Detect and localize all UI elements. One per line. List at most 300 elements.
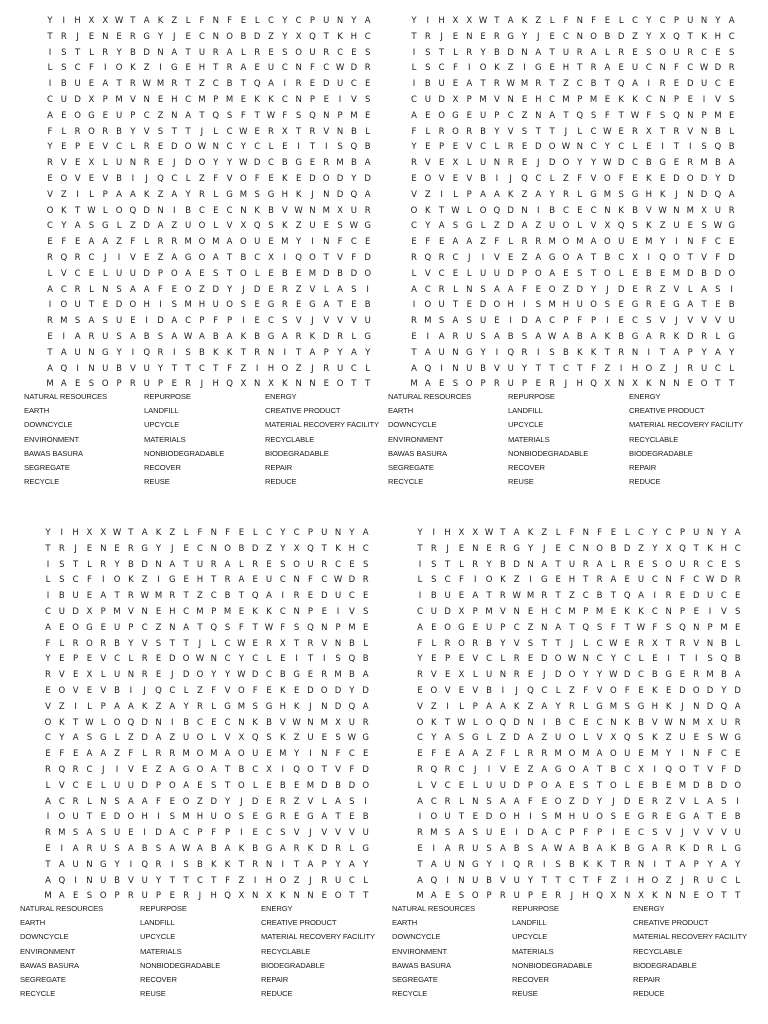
- grid-letter: S: [211, 780, 217, 791]
- grid-letter: E: [541, 796, 547, 807]
- grid-letter: A: [590, 237, 597, 248]
- grid-letter: I: [48, 79, 52, 90]
- grid-letter: I: [647, 252, 651, 263]
- grid-letter: I: [543, 859, 546, 870]
- grid-letter: C: [279, 606, 286, 617]
- grid-letter: V: [58, 780, 65, 791]
- grid-letter: A: [155, 733, 162, 744]
- grid-letter: K: [295, 189, 302, 200]
- grid-letter: C: [45, 733, 51, 744]
- grid-letter: A: [238, 575, 245, 586]
- grid-letter: L: [365, 126, 371, 137]
- grid-letter: S: [114, 843, 120, 854]
- grid-letter: N: [637, 859, 645, 870]
- grid-letter: V: [430, 780, 437, 791]
- grid-letter: A: [645, 331, 652, 342]
- grid-letter: N: [610, 717, 617, 728]
- grid-letter: S: [337, 221, 343, 232]
- grid-letter: E: [171, 379, 177, 390]
- grid-letter: Y: [351, 173, 357, 184]
- grid-letter: E: [431, 622, 437, 633]
- grid-letter: Z: [169, 733, 176, 744]
- grid-letter: H: [350, 31, 358, 42]
- grid-letter: U: [673, 47, 680, 58]
- grid-letter: X: [238, 891, 245, 902]
- grid-letter: J: [537, 31, 540, 42]
- grid-letter: W: [87, 205, 96, 216]
- grid-letter: X: [240, 379, 247, 390]
- grid-letter: A: [576, 252, 583, 263]
- grid-letter: Y: [721, 685, 727, 696]
- grid-letter: T: [693, 543, 699, 554]
- grid-letter: A: [480, 189, 486, 200]
- grid-letter: Z: [665, 796, 672, 807]
- grid-letter: C: [74, 63, 81, 74]
- grid-letter: E: [472, 622, 478, 633]
- grid-letter: H: [568, 575, 576, 586]
- grid-letter: S: [590, 110, 597, 121]
- grid-letter: A: [183, 622, 190, 633]
- grid-letter: O: [238, 749, 245, 760]
- grid-letter: L: [130, 142, 136, 153]
- grid-letter: K: [59, 717, 65, 728]
- grid-letter: X: [638, 764, 644, 775]
- grid-letter: N: [472, 543, 479, 554]
- grid-letter: A: [411, 110, 417, 121]
- grid-letter: X: [102, 16, 109, 26]
- grid-letter: A: [701, 284, 707, 295]
- grid-letter: R: [196, 701, 203, 712]
- grid-letter: D: [623, 543, 631, 554]
- grid-letter: R: [224, 575, 231, 586]
- grid-letter: F: [425, 237, 431, 248]
- grid-letter: D: [157, 316, 164, 327]
- grid-letter: Z: [157, 110, 164, 121]
- grid-row: [42, 731, 372, 747]
- grid-letter: H: [265, 875, 273, 886]
- grid-letter: I: [159, 63, 162, 74]
- grid-letter: E: [169, 891, 175, 902]
- grid-letter: R: [102, 126, 109, 137]
- grid-letter: J: [681, 701, 684, 712]
- grid-letter: B: [596, 591, 603, 602]
- grid-letter: C: [224, 717, 231, 728]
- grid-letter: X: [638, 891, 644, 902]
- grid-letter: E: [130, 316, 136, 327]
- grid-letter: O: [362, 780, 370, 791]
- grid-letter: T: [183, 559, 189, 570]
- grid-letter: A: [417, 796, 423, 807]
- grid-letter: G: [458, 622, 465, 633]
- grid-letter: O: [88, 126, 95, 137]
- grid-letter: S: [458, 891, 465, 902]
- grid-letter: C: [266, 528, 272, 538]
- grid-letter: U: [479, 268, 487, 279]
- grid-letter: J: [200, 379, 204, 390]
- grid-letter: L: [480, 221, 486, 232]
- grid-letter: Y: [590, 284, 597, 295]
- grid-letter: L: [687, 284, 693, 295]
- grid-letter: M: [184, 300, 192, 311]
- grid-letter: V: [143, 126, 150, 137]
- grid-letter: M: [196, 606, 204, 617]
- grid-letter: I: [117, 252, 121, 263]
- grid-letter: D: [322, 331, 330, 342]
- grid-letter: E: [157, 142, 164, 153]
- grid-letter: F: [213, 173, 219, 184]
- grid-letter: E: [365, 237, 371, 248]
- word-list-item: REDUCE: [633, 989, 665, 999]
- grid-row: [408, 235, 738, 251]
- grid-letter: M: [320, 717, 328, 728]
- grid-row: [408, 251, 738, 267]
- word-list-item: REPAIR: [629, 463, 657, 473]
- grid-letter: D: [141, 717, 148, 728]
- grid-letter: L: [211, 638, 217, 649]
- grid-letter: R: [665, 843, 672, 854]
- grid-letter: E: [45, 843, 51, 854]
- grid-letter: O: [238, 685, 245, 696]
- grid-letter: G: [362, 733, 369, 744]
- grid-letter: Q: [307, 622, 314, 633]
- grid-letter: Q: [679, 543, 686, 554]
- letter-grid: [408, 14, 738, 390]
- grid-letter: A: [521, 221, 528, 232]
- grid-letter: U: [102, 363, 109, 374]
- grid-letter: C: [480, 142, 487, 153]
- word-list-item: CREATIVE PRODUCT: [629, 406, 705, 416]
- grid-letter: E: [452, 79, 459, 90]
- grid-letter: N: [169, 622, 176, 633]
- grid-letter: I: [309, 749, 312, 760]
- grid-letter: S: [61, 47, 67, 58]
- grid-letter: F: [624, 685, 630, 696]
- grid-letter: P: [114, 891, 120, 902]
- grid-letter: S: [349, 796, 355, 807]
- word-list-item: NONBIODEGRADABLE: [140, 960, 221, 970]
- grid-letter: Y: [583, 670, 589, 681]
- grid-letter: S: [604, 300, 611, 311]
- grid-letter: B: [513, 843, 520, 854]
- grid-letter: B: [590, 79, 597, 90]
- grid-letter: L: [241, 47, 246, 58]
- grid-row: [408, 109, 738, 125]
- grid-letter: R: [268, 126, 274, 137]
- grid-letter: Q: [582, 622, 590, 633]
- grid-letter: E: [309, 158, 316, 169]
- grid-letter: J: [675, 316, 678, 327]
- grid-letter: G: [541, 575, 548, 586]
- grid-letter: I: [173, 347, 176, 358]
- grid-letter: V: [129, 252, 136, 263]
- grid-letter: R: [86, 843, 93, 854]
- grid-letter: A: [171, 331, 178, 342]
- grid-letter: W: [239, 158, 248, 169]
- grid-letter: P: [693, 859, 699, 870]
- grid-row: [414, 858, 744, 874]
- grid-letter: I: [467, 63, 471, 74]
- grid-letter: B: [714, 126, 721, 137]
- grid-letter: A: [458, 828, 465, 839]
- grid-row: [42, 526, 372, 542]
- grid-letter: P: [323, 347, 329, 358]
- grid-letter: Q: [623, 733, 631, 744]
- grid-letter: X: [88, 94, 95, 105]
- grid-letter: Q: [127, 717, 135, 728]
- grid-letter: C: [254, 142, 261, 153]
- grid-letter: A: [507, 16, 514, 26]
- grid-letter: R: [734, 575, 741, 586]
- grid-letter: A: [129, 284, 136, 295]
- grid-letter: M: [154, 591, 163, 602]
- grid-letter: F: [158, 284, 163, 295]
- grid-letter: Y: [480, 347, 486, 358]
- grid-letter: D: [210, 796, 218, 807]
- word-list-item: EARTH: [392, 918, 418, 928]
- grid-letter: C: [224, 638, 231, 649]
- grid-letter: L: [102, 268, 108, 279]
- grid-letter: C: [728, 31, 735, 42]
- grid-letter: E: [321, 891, 327, 902]
- grid-row: [414, 605, 744, 621]
- grid-letter: T: [114, 591, 120, 602]
- grid-row: [44, 219, 374, 235]
- grid-letter: C: [335, 559, 342, 570]
- grid-row: [44, 109, 374, 125]
- grid-letter: R: [679, 638, 686, 649]
- grid-row: [44, 125, 374, 141]
- grid-letter: T: [596, 780, 603, 791]
- grid-letter: C: [268, 16, 274, 26]
- grid-letter: S: [254, 189, 260, 200]
- grid-row: [408, 330, 738, 346]
- grid-row: [42, 716, 372, 732]
- grid-letter: R: [58, 543, 65, 554]
- grid-letter: B: [728, 142, 735, 153]
- grid-letter: O: [424, 173, 432, 184]
- grid-letter: C: [714, 237, 721, 248]
- grid-letter: R: [198, 189, 205, 200]
- grid-letter: K: [266, 606, 272, 617]
- grid-letter: X: [86, 528, 93, 538]
- grid-letter: T: [687, 252, 693, 263]
- grid-letter: E: [721, 812, 727, 823]
- grid-letter: P: [701, 110, 707, 121]
- grid-letter: X: [452, 16, 459, 26]
- word-list-item: CREATIVE PRODUCT: [261, 918, 337, 928]
- grid-letter: W: [636, 622, 646, 633]
- grid-letter: B: [576, 331, 583, 342]
- grid-letter: I: [311, 237, 314, 248]
- grid-letter: J: [173, 158, 176, 169]
- grid-letter: B: [486, 685, 492, 696]
- grid-letter: E: [47, 237, 53, 248]
- grid-letter: N: [334, 638, 342, 649]
- grid-letter: Y: [596, 796, 603, 807]
- grid-letter: I: [523, 300, 526, 311]
- grid-letter: R: [362, 575, 369, 586]
- grid-letter: C: [266, 828, 272, 839]
- grid-letter: K: [212, 347, 219, 358]
- grid-letter: N: [521, 47, 528, 58]
- grid-letter: T: [590, 252, 597, 263]
- grid-letter: I: [688, 142, 692, 153]
- grid-letter: P: [309, 16, 315, 26]
- grid-letter: R: [444, 796, 451, 807]
- grid-letter: S: [157, 126, 164, 137]
- grid-letter: I: [131, 347, 135, 358]
- grid-letter: F: [679, 575, 685, 586]
- grid-row: [414, 810, 744, 826]
- grid-letter: Y: [707, 859, 713, 870]
- grid-letter: N: [321, 622, 328, 633]
- grid-letter: F: [597, 875, 602, 886]
- word-list-item: REDUCE: [629, 477, 661, 487]
- grid-letter: S: [169, 812, 176, 823]
- grid-letter: O: [334, 891, 342, 902]
- grid-letter: L: [729, 126, 735, 137]
- grid-letter: C: [266, 670, 272, 681]
- grid-letter: G: [293, 670, 300, 681]
- grid-letter: E: [444, 749, 451, 760]
- grid-letter: R: [183, 891, 190, 902]
- grid-letter: E: [142, 764, 148, 775]
- grid-letter: R: [169, 591, 176, 602]
- grid-letter: T: [323, 252, 329, 263]
- grid-letter: A: [364, 158, 371, 169]
- grid-letter: F: [349, 764, 355, 775]
- grid-letter: R: [493, 79, 500, 90]
- grid-letter: M: [706, 670, 714, 681]
- grid-letter: I: [730, 284, 733, 295]
- grid-letter: N: [452, 363, 459, 374]
- grid-letter: E: [417, 749, 423, 760]
- grid-letter: R: [527, 859, 534, 870]
- grid-letter: P: [521, 379, 528, 390]
- grid-row: [44, 251, 374, 267]
- grid-letter: O: [170, 268, 178, 279]
- grid-letter: E: [114, 543, 120, 554]
- grid-letter: J: [171, 670, 174, 681]
- grid-letter: D: [692, 780, 700, 791]
- grid-letter: S: [171, 300, 178, 311]
- grid-letter: Z: [638, 543, 644, 554]
- grid-letter: G: [507, 31, 514, 42]
- grid-letter: E: [735, 622, 741, 633]
- grid-letter: B: [734, 812, 741, 823]
- grid-letter: L: [494, 142, 500, 153]
- grid-letter: A: [47, 110, 53, 121]
- grid-letter: U: [438, 347, 445, 358]
- grid-letter: R: [212, 47, 219, 58]
- grid-row: [414, 842, 744, 858]
- grid-letter: P: [500, 622, 506, 633]
- grid-letter: O: [430, 685, 438, 696]
- grid-letter: N: [659, 94, 666, 105]
- grid-letter: S: [472, 828, 478, 839]
- word-list: [20, 902, 390, 1002]
- grid-letter: L: [411, 63, 417, 74]
- grid-letter: S: [541, 812, 548, 823]
- grid-letter: C: [651, 575, 658, 586]
- grid-letter: U: [507, 363, 514, 374]
- grid-letter: O: [604, 268, 611, 279]
- grid-letter: Q: [350, 189, 358, 200]
- grid-letter: U: [309, 221, 316, 232]
- grid-letter: N: [100, 796, 107, 807]
- grid-letter: S: [728, 94, 735, 105]
- grid-letter: E: [86, 543, 93, 554]
- grid-letter: C: [590, 126, 597, 137]
- grid-letter: R: [143, 142, 150, 153]
- word-list-item: RECOVER: [512, 975, 549, 985]
- grid-letter: A: [127, 796, 134, 807]
- grid-letter: G: [307, 812, 314, 823]
- grid-letter: U: [576, 300, 583, 311]
- grid-letter: T: [226, 252, 233, 263]
- grid-letter: E: [535, 379, 541, 390]
- grid-letter: H: [198, 300, 206, 311]
- grid-letter: S: [364, 94, 371, 105]
- grid-letter: O: [322, 173, 330, 184]
- grid-letter: A: [337, 284, 343, 295]
- grid-letter: G: [471, 733, 479, 744]
- grid-letter: D: [143, 268, 150, 279]
- grid-letter: J: [103, 252, 107, 263]
- grid-letter: Y: [549, 189, 555, 200]
- grid-letter: G: [99, 733, 107, 744]
- grid-letter: V: [507, 126, 514, 137]
- grid-letter: E: [155, 670, 162, 681]
- grid-letter: D: [706, 701, 714, 712]
- grid-letter: G: [267, 331, 275, 342]
- grid-letter: Y: [47, 142, 53, 153]
- grid-letter: X: [610, 891, 617, 902]
- grid-letter: N: [700, 16, 708, 26]
- grid-letter: A: [169, 559, 176, 570]
- grid-letter: E: [86, 685, 93, 696]
- grid-letter: P: [527, 780, 534, 791]
- grid-letter: Q: [720, 701, 728, 712]
- grid-letter: I: [736, 796, 739, 807]
- grid-letter: V: [687, 316, 694, 327]
- grid-letter: L: [500, 654, 506, 665]
- word-list-item: ENVIRONMENT: [24, 434, 80, 444]
- grid-letter: R: [323, 158, 330, 169]
- grid-letter: C: [638, 528, 644, 538]
- grid-letter: A: [185, 268, 192, 279]
- grid-letter: F: [431, 749, 437, 760]
- grid-letter: A: [47, 284, 53, 295]
- word-list-item: SEGREGATE: [388, 463, 434, 473]
- grid-letter: R: [45, 670, 51, 681]
- grid-letter: N: [466, 284, 473, 295]
- grid-letter: Q: [309, 31, 316, 42]
- grid-letter: D: [617, 31, 625, 42]
- grid-letter: K: [337, 31, 343, 42]
- grid-letter: T: [309, 142, 316, 153]
- grid-letter: M: [60, 316, 68, 327]
- grid-letter: R: [60, 31, 67, 42]
- grid-letter: G: [101, 347, 109, 358]
- grid-letter: K: [652, 685, 658, 696]
- grid-letter: C: [350, 237, 357, 248]
- grid-letter: A: [499, 701, 506, 712]
- grid-letter: I: [295, 654, 298, 665]
- grid-letter: V: [279, 717, 286, 728]
- grid-letter: M: [223, 606, 232, 617]
- grid-letter: V: [102, 142, 109, 153]
